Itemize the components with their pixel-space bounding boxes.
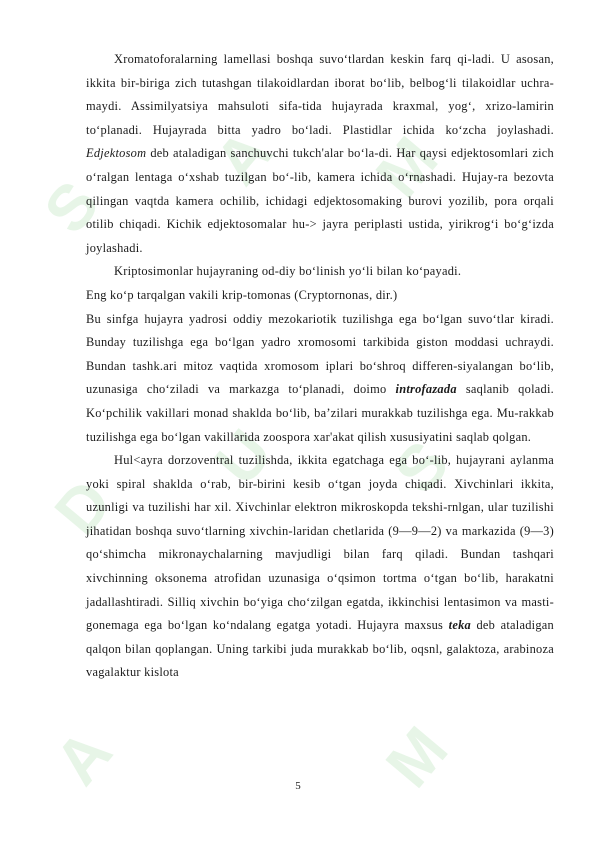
paragraph: [86, 48, 554, 260]
paragraph: [86, 284, 554, 308]
emphasized-term: teka: [448, 618, 471, 633]
watermark-mark: S: [30, 167, 113, 247]
watermark-mark: S: [380, 427, 463, 507]
body-text: [86, 48, 554, 685]
text-run: deb ataladigan sanchuvchi tukch'alar bo‘la-di. Har qaysi edjektosomlari zich o‘ralgan lentaga o‘xshab tuzilgan bo‘-lib, kamera ichida o‘rnashadi. Hujay-ra bezovta qilingan vaqtda kamera ochilib, ichidagi edjektosomaking burovi yozilib, pora orqali otilib chiqadi. Kichik edjektosomalar hu-> jayra periplasti ustida, yirikrog‘i bo‘g‘izda joylashadi.: [86, 146, 554, 255]
text-run: Xromatoforalarning lamellasi boshqa suvo‘tlardan keskin farq qi-ladi. U asosan, ikkita bir-biriga zich tutashgan tilakoidlardan iborat bo‘lib, belbog‘li tilakoidlar uchra-maydi. Assimilyatsiya mahsuloti sifa-tida hujayrada kraxmal, yog‘, xrizo-lamirin to‘planadi. Hujayrada bitta yadro bo‘ladi. Plastidlar ichida ko‘zcha joylashadi.: [86, 52, 554, 137]
text-run: saqlanib qoladi. Ko‘pchilik vakillari monad shaklda bo‘lib, ba’zilari murakkab tuzilishga ega. Mu-rakkab tuzilishga ega bo‘lgan vakillarida zoospora xar'akat qilish xususiyatini saqlab qolgan.: [86, 382, 554, 444]
emphasized-term: Edjektosom: [86, 146, 147, 161]
watermark-mark: U: [200, 416, 286, 498]
paragraph: [86, 308, 554, 450]
paragraph: [86, 449, 554, 685]
page-number: 5: [295, 780, 301, 792]
watermark-mark: A: [200, 116, 286, 198]
watermark-mark: A: [40, 716, 126, 798]
paragraph: [86, 260, 554, 284]
text-run: Kriptosimonlar hujayraning od-diy bo‘linish yo‘li bilan ko‘payadi.: [114, 264, 462, 279]
watermark-mark: D: [40, 466, 126, 548]
watermark-mark: M: [371, 713, 462, 801]
text-run: Eng ko‘p tarqalgan vakili krip-tomonas (Cryptornonas, dir.): [86, 287, 398, 302]
text-run: Bu sinfga hujayra yadrosi oddiy mezokariotik tuzilishga ega bo‘lgan suvo‘tlar kiradi. Bunday tuzilishga ega bo‘lgan yadro xromosomi tarkibida giston moddasi uchraydi. Bundan tashk.ari mitoz vaqtida xromosom iplari bo‘shroq differen-siyalangan bo‘lib, uzunasiga cho‘ziladi va markazga to‘planadi, doimo: [86, 311, 554, 397]
text-run: Hul<ayra dorzoventral tuzilishda, ikkita egatchaga ega bo‘-lib, hujayrani aylanma yoki spiral shaklda o‘rab, bir-birini kesib o‘tgan joyda chiqadi. Xivchinlari ikkita, uzunligi va tuzilishi har xil. Xivchinlar elektron mikroskopda tekshi-rnlgan, ular tuzilishi jihatidan boshqa suvo‘tlarning xivchin-laridan chetlarida (9—9—2) va markazida (9—3) qo‘shimcha mikronaychalarning mavjudligi bilan farq qiladi. Bundan tashqari xivchinning oksonema atrofidan uzunasiga o‘qsimon tortma o‘tgan bo‘lib, harakatni jadallashtiradi. Silliq xivchin bo‘yiga cho‘zilgan egatda, ikkinchisi lentasimon va masti-gonemaga ega bo‘lgan ko‘ndalang egatga yotadi. Hujayra maxsus: [86, 453, 554, 633]
text-run: deb ataladigan qalqon bilan qoplangan. Uning tarkibi juda murakkab bo‘lib, oqsnl, galaktoza, arabinoza vagalaktur kislota: [86, 618, 555, 680]
watermark-mark: M: [361, 123, 452, 211]
emphasized-term: introfazada: [395, 382, 457, 397]
